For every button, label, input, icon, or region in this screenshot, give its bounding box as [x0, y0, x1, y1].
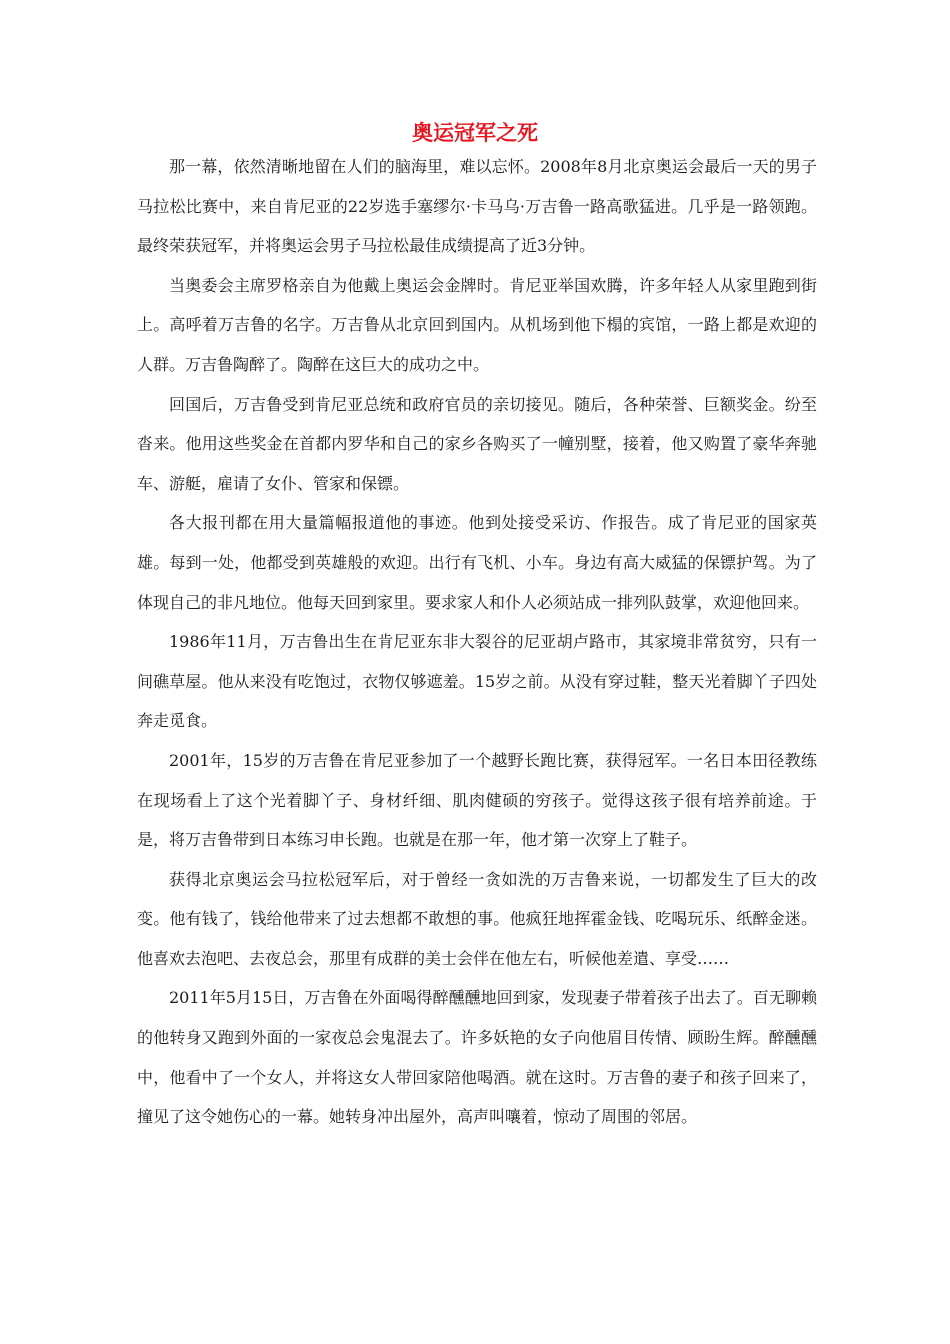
paragraph-4: 各大报刊都在用大量篇幅报道他的事迹。他到处接受采访、作报告。成了肯尼亚的国家英雄。每到一处，他都受到英雄般的欢迎。出行有飞机、小车。身边有高大威猛的保镖护驾。为了体现自己的非凡地位。他每天回到家里。要求家人和仆人必须站成一排列队鼓掌，欢迎他回来。: [137, 513, 817, 612]
paragraph-6: 2001年，15岁的万吉鲁在肯尼亚参加了一个越野长跑比赛，获得冠军。一名日本田径教练在现场看上了这个光着脚丫子、身材纤细、肌肉健硕的穷孩子。觉得这孩子很有培养前途。于是，将万吉鲁带到日本练习申长跑。也就是在那一年，他才第一次穿上了鞋子。: [137, 750, 817, 850]
paragraph-1: 那一幕，依然清晰地留在人们的脑海里，难以忘怀。2008年8月北京奥运会最后一天的男子马拉松比赛中，来自肯尼亚的22岁选手塞缪尔·卡马乌·万吉鲁一路高歌猛进。几乎是一路领跑。最终荣获冠军，并将奥运会男子马拉松最佳成绩提高了近3分钟。: [137, 157, 817, 256]
paragraph-3: 回国后，万吉鲁受到肯尼亚总统和政府官员的亲切接见。随后，各种荣誉、巨额奖金。纷至沓来。他用这些奖金在首都内罗华和自己的家乡各购买了一幢别墅，接着，他又购置了豪华奔驰车、游艇，雇请了女仆、管家和保镖。: [137, 394, 817, 493]
paragraph-7: 获得北京奥运会马拉松冠军后，对于曾经一贪如洗的万吉鲁来说，一切都发生了巨大的改变。他有钱了，钱给他带来了过去想都不敢想的事。他疯狂地挥霍金钱、吃喝玩乐、纸醉金迷。他喜欢去泡吧、去夜总会，那里有成群的美士会伴在他左右，听候他差遣、享受……: [137, 869, 817, 968]
paragraph-8: 2011年5月15日，万吉鲁在外面喝得醉醺醺地回到家，发现妻子带着孩子出去了。百无聊赖的他转身又跑到外面的一家夜总会鬼混去了。许多妖艳的女子向他眉目传情、顾盼生辉。醉醺醺中，他看中了一个女人，并将这女人带回家陪他喝酒。就在这时。万吉鲁的妻子和孩子回来了，撞见了这令她伤心的一幕。她转身冲出屋外，高声叫嚷着，惊动了周围的邻居。: [137, 988, 817, 1127]
paragraph-2: 当奥委会主席罗格亲自为他戴上奥运会金牌时。肯尼亚举国欢腾，许多年轻人从家里跑到街上。高呼着万吉鲁的名字。万吉鲁从北京回到国内。从机场到他下榻的宾馆，一路上都是欢迎的人群。万吉鲁陶醉了。陶醉在这巨大的成功之中。: [137, 275, 817, 374]
paragraph-5: 1986年11月，万吉鲁出生在肯尼亚东非大裂谷的尼亚胡卢路市，其家境非常贫穷，只有一间礁草屋。他从来没有吃饱过，衣物仅够遮羞。15岁之前。从没有穿过鞋，整天光着脚丫子四处奔走觅食。: [137, 632, 817, 731]
article-body: [137, 147, 817, 1137]
article-title: 奥运冠军之死: [412, 121, 538, 145]
